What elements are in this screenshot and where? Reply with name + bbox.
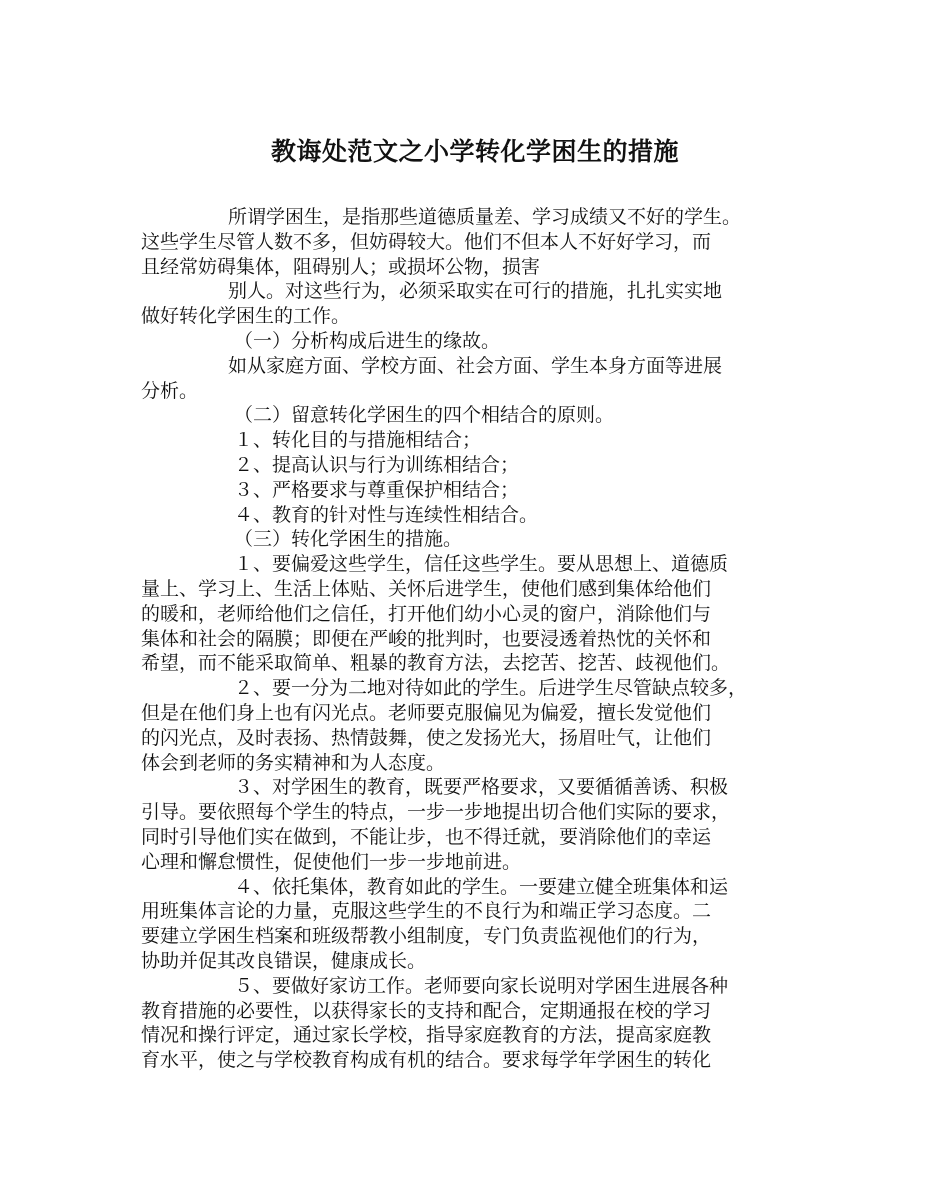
list-item: ４、教育的针对性与连续性相结合。 bbox=[234, 503, 539, 526]
text-line: 心理和懈怠惯性，促使他们一步一步地前进。 bbox=[141, 850, 522, 873]
text-line: 做好转化学困生的工作。 bbox=[141, 305, 351, 328]
text-line: 情况和操行评定，通过家长学校，指导家庭教育的方法，提高家庭教 bbox=[141, 1024, 712, 1047]
text-line: 的暖和，老师给他们之信任，打开他们幼小心灵的窗户，消除他们与 bbox=[141, 602, 712, 625]
text-line: 协助并促其改良错误，健康成长。 bbox=[141, 949, 427, 972]
text-line: 但是在他们身上也有闪光点。老师要克服偏见为偏爱，擅长发觉他们 bbox=[141, 701, 712, 724]
text-line: ２、要一分为二地对待如此的学生。后进学生尽管缺点较多， bbox=[234, 677, 748, 700]
text-line: １、要偏爱这些学生，信任这些学生。要从思想上、道德质 bbox=[234, 553, 729, 576]
text-line: 所谓学困生，是指那些道德质量差、学习成绩又不好的学生。 bbox=[228, 206, 742, 228]
text-line: 引导。要依照每个学生的特点，一步一步地提出切合他们实际的要求， bbox=[141, 801, 731, 824]
text-line: 量上、学习上、生活上体贴、关怀后进学生，使他们感到集体给他们 bbox=[141, 577, 712, 600]
text-line: 育水平，使之与学校教育构成有机的结合。要求每学年学困生的转化 bbox=[141, 1049, 712, 1072]
text-line: 别人。对这些行为，必须采取实在可行的措施，扎扎实实地 bbox=[228, 280, 723, 303]
text-line: ３、对学困生的教育，既要严格要求，又要循循善诱、积极 bbox=[234, 776, 729, 799]
section-heading: （二）留意转化学困生的四个相结合的原则。 bbox=[234, 404, 615, 427]
document-title: 教诲处范文之小学转化学困生的措施 bbox=[270, 137, 679, 166]
text-line: 这些学生尽管人数不多，但妨碍较大。他们不但本人不好好学习，而 bbox=[141, 230, 712, 253]
text-line: 集体和社会的隔膜；即便在严峻的批判时，也要浸透着热忱的关怀和 bbox=[141, 627, 712, 650]
text-line: 同时引导他们实在做到，不能让步，也不得迁就，要消除他们的幸运 bbox=[141, 825, 712, 848]
text-line: 要建立学困生档案和班级帮教小组制度，专门负责监视他们的行为， bbox=[141, 925, 712, 948]
text-line: 用班集体言论的力量，克服这些学生的不良行为和端正学习态度。二 bbox=[141, 900, 712, 923]
section-heading: （一）分析构成后进生的缘故。 bbox=[234, 329, 501, 352]
text-line: 且经常妨碍集体，阻碍别人；或损坏公物，损害 bbox=[141, 255, 541, 278]
text-line: 教育措施的必要性，以获得家长的支持和配合，定期通报在校的学习 bbox=[141, 999, 712, 1022]
text-line: ５、要做好家访工作。老师要向家长说明对学困生进展各种 bbox=[234, 974, 729, 997]
text-line: 希望，而不能采取简单、粗暴的教育方法，去挖苦、挖苦、歧视他们。 bbox=[141, 652, 731, 675]
text-line: ４、依托集体，教育如此的学生。一要建立健全班集体和运 bbox=[234, 875, 729, 898]
text-line: 体会到老师的务实精神和为人态度。 bbox=[141, 751, 446, 774]
list-item: ３、严格要求与尊重保护相结合； bbox=[234, 478, 520, 501]
list-item: ２、提高认识与行为训练相结合； bbox=[234, 453, 520, 476]
section-heading: （三）转化学困生的措施。 bbox=[234, 528, 463, 551]
text-line: 的闪光点，及时表扬、热情鼓舞，使之发扬光大，扬眉吐气，让他们 bbox=[141, 726, 712, 749]
document-body bbox=[141, 205, 823, 1073]
text-line: 分析。 bbox=[141, 379, 199, 402]
list-item: １、转化目的与措施相结合； bbox=[234, 429, 482, 452]
text-line: 如从家庭方面、学校方面、社会方面、学生本身方面等进展 bbox=[228, 354, 723, 377]
